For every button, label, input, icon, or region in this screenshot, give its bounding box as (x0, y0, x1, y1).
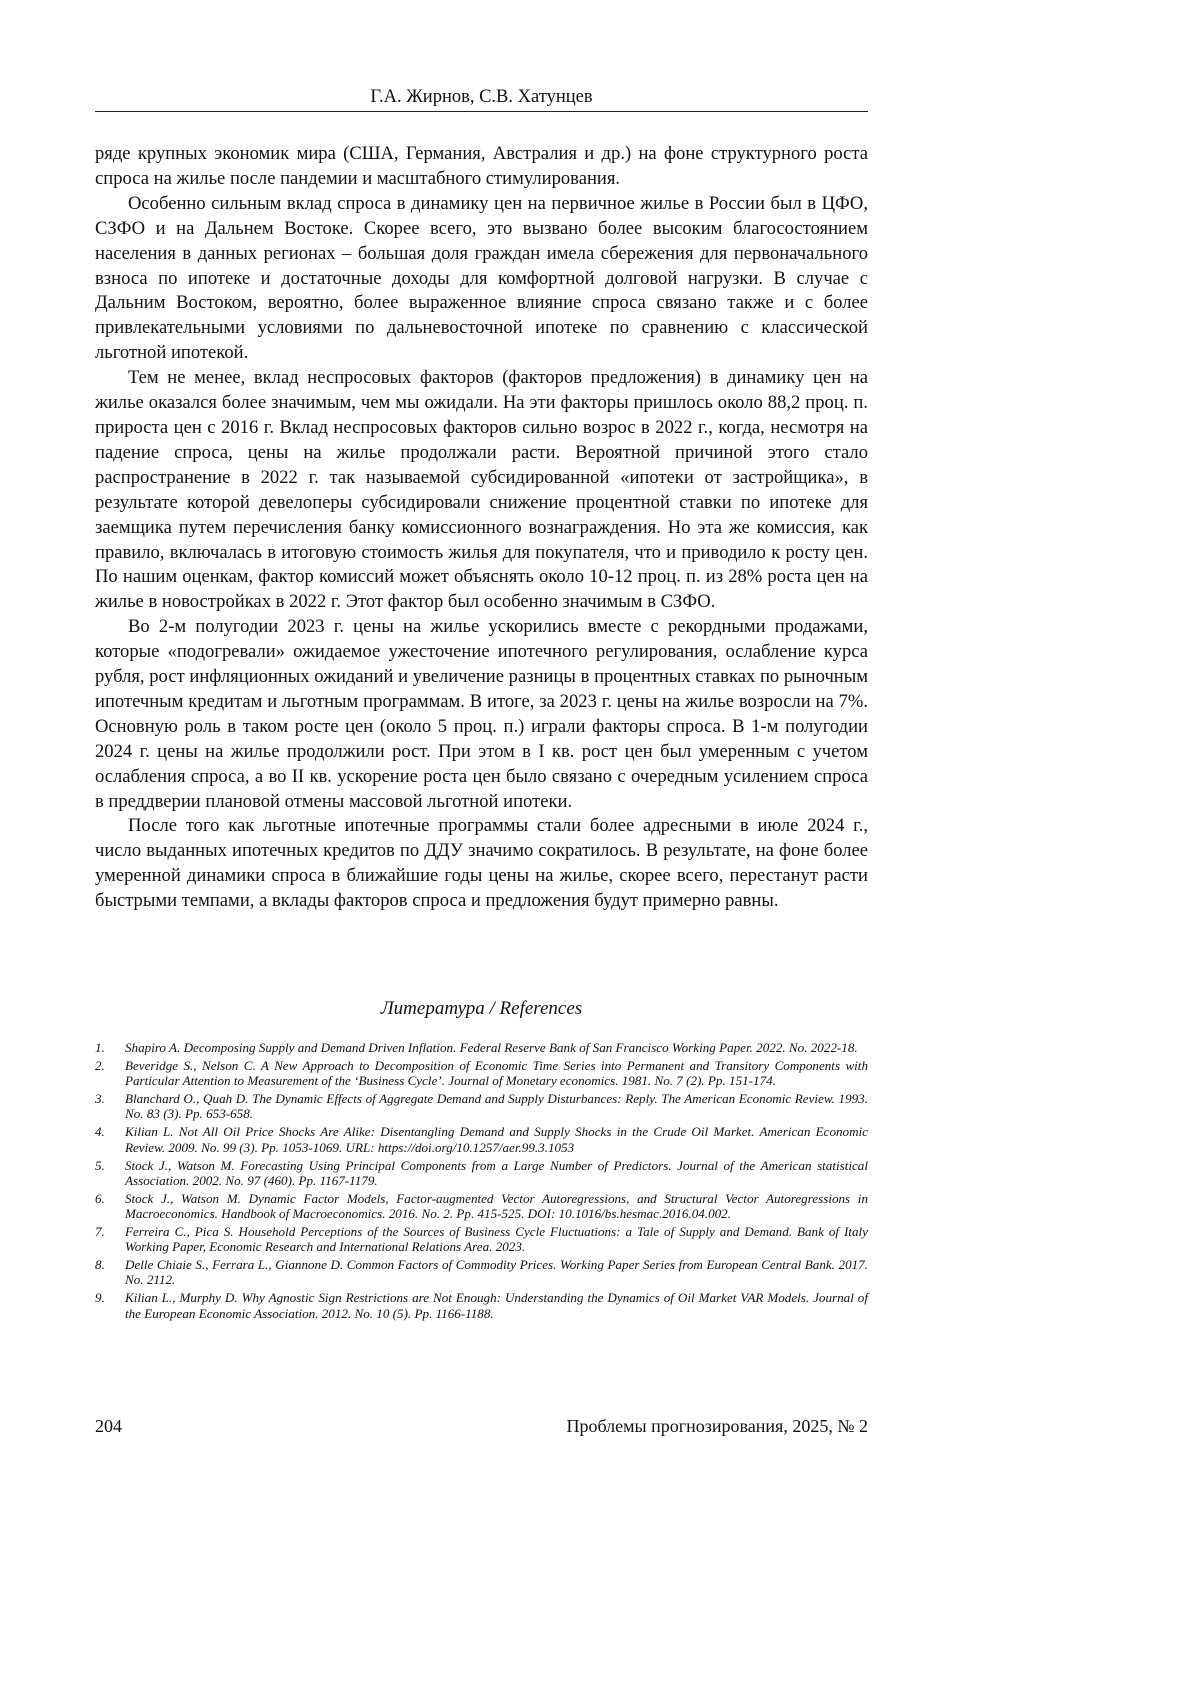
reference-item (95, 1191, 868, 1221)
reference-text: Stock J., Watson M. Dynamic Factor Models, Factor-augmented Vector Autoregressions, and Structural Vector Autoregressions in Macroeconomics. Handbook of Macroeconomics. 2016. No. 2. Pp. 415-525. DOI: 10.1016/bs.hesmac.2016.04.002. (125, 1190, 868, 1221)
reference-item (95, 1091, 868, 1121)
reference-text: Blanchard O., Quah D. The Dynamic Effects of Aggregate Demand and Supply Disturbances: Reply. The American Economic Review. 1993. No. 83 (3). Pp. 653-658. (125, 1091, 868, 1122)
reference-text: Delle Chiaie S., Ferrara L., Giannone D. Common Factors of Commodity Prices. Working Paper Series from European Central Bank. 2017. No. 2112. (125, 1257, 868, 1288)
reference-number: 9. (95, 1290, 105, 1306)
body-text (95, 142, 868, 914)
paragraph: После того как льготные ипотечные программы стали более адресными в июле 2024 г., число выданных ипотечных кредитов по ДДУ значимо сократилось. В результате, на фоне более умеренной динамики спроса в ближайшие годы цены на жилье, скорее всего, перестанут расти быстрыми темпами, а вклады факторов спроса и предложения будут примерно равны. (95, 815, 868, 912)
reference-number: 2. (95, 1058, 105, 1074)
reference-number: 5. (95, 1157, 105, 1173)
paragraph: ряде крупных экономик мира (США, Германия, Австралия и др.) на фоне структурного роста спроса на жилье после пандемии и масштабного стимулирования. (95, 143, 868, 189)
paragraph: Тем не менее, вклад неспросовых факторов (факторов предложения) в динамику цен на жилье оказался более значимым, чем мы ожидали. На эти факторы пришлось около 88,2 проц. п. прироста цен с 2016 г. Вклад неспросовых факторов сильно возрос в 2022 г., когда, несмотря на падение спроса, цены на жилье продолжали расти. Вероятной причиной этого стало распространение в 2022 г. так называемой субсидированной «ипотеки от застройщика», в результате которой девелоперы субсидировали снижение процентной ставки по ипотеке для заемщика путем перечисления банку комиссионного вознаграждения. Но эта же комиссия, как правило, включалась в итоговую стоимость жилья для покупателя, что и приводило к росту цен. По нашим оценкам, фактор комиссий может объяснять около 10-12 проц. п. из 28% роста цен на жилье в новостройках в 2022 г. Этот фактор был особенно значимым в СЗФО. (95, 367, 868, 613)
reference-item (95, 1124, 868, 1154)
paragraph: Во 2-м полугодии 2023 г. цены на жилье ускорились вместе с рекордными продажами, которые «подогревали» ожидаемое ужесточение ипотечного регулирования, ослабление курса рубля, рост инфляционных ожиданий и увеличение разницы в процентных ставках по рыночным ипотечным кредитам и льготным программам. В итоге, за 2023 г. цены на жилье возросли на 7%. Основную роль в таком росте цен (около 5 проц. п.) играли факторы спроса. В 1-м полугодии 2024 г. цены на жилье продолжили рост. При этом в I кв. рост цен был умеренным с учетом ослабления спроса, а во II кв. ускорение роста цен было связано с очередным усилением спроса в преддверии плановой отмены массовой льготной ипотеки. (95, 616, 868, 812)
reference-item (95, 1290, 868, 1320)
reference-item (95, 1224, 868, 1254)
reference-item (95, 1058, 868, 1088)
reference-number: 8. (95, 1257, 105, 1273)
reference-number: 4. (95, 1124, 105, 1140)
reference-item (95, 1257, 868, 1287)
reference-text: Ferreira C., Pica S. Household Perceptions of the Sources of Business Cycle Fluctuations: a Tale of Supply and Demand. Bank of Italy Working Paper, Economic Research and International Relations Area. 2023. (125, 1224, 868, 1255)
reference-item (95, 1040, 868, 1055)
journal-footer: Проблемы прогнозирования, 2025, № 2 (566, 1416, 868, 1436)
reference-number: 1. (95, 1040, 105, 1055)
reference-text: Kilian L. Not All Oil Price Shocks Are Alike: Disentangling Demand and Supply Shocks in the Crude Oil Market. American Economic Review. 2009. No. 99 (3). Pp. 1053-1069. URL: https://doi.org/10.1257/aer.99.3.1053 (125, 1124, 868, 1155)
reference-text: Shapiro A. Decomposing Supply and Demand Driven Inflation. Federal Reserve Bank of San Francisco Working Paper. 2022. No. 2022-18. (125, 1040, 858, 1055)
paragraph: Особенно сильным вклад спроса в динамику цен на первичное жилье в России был в ЦФО, СЗФО и на Дальнем Востоке. Скорее всего, это вызвано более высоким благосостоянием населения в данных регионах – большая доля граждан имела сбережения для первоначального взноса по ипотеке и достаточные доходы для комфортной долговой нагрузки. В случае с Дальним Востоком, вероятно, более выраженное влияние спроса связано также и с более привлекательными условиями по дальневосточной ипотеке по сравнению с классической льготной ипотекой. (95, 192, 868, 364)
reference-number: 6. (95, 1190, 105, 1206)
reference-text: Kilian L., Murphy D. Why Agnostic Sign Restrictions are Not Enough: Understanding the Dynamics of Oil Market VAR Models. Journal of the European Economic Association. 2012. No. 10 (5). Pp. 1166-1188. (125, 1290, 868, 1321)
reference-item (95, 1158, 868, 1188)
reference-number: 7. (95, 1224, 105, 1240)
reference-text: Beveridge S., Nelson C. A New Approach to Decomposition of Economic Time Series into Permanent and Transitory Components with Particular Attention to Measurement of the ‘Business Cycle’. Journal of Monetary economics. 1981. No. 7 (2). Pp. 151-174. (125, 1058, 868, 1089)
references-list (95, 1040, 868, 1324)
running-head: Г.А. Жирнов, С.В. Хатунцев (95, 85, 868, 112)
reference-number: 3. (95, 1091, 105, 1107)
references-heading: Литература / References (380, 998, 583, 1019)
page-number: 204 (95, 1416, 122, 1436)
reference-text: Stock J., Watson M. Forecasting Using Principal Components from a Large Number of Predictors. Journal of the American statistical Association. 2002. No. 97 (460). Pp. 1167-1179. (125, 1157, 868, 1188)
